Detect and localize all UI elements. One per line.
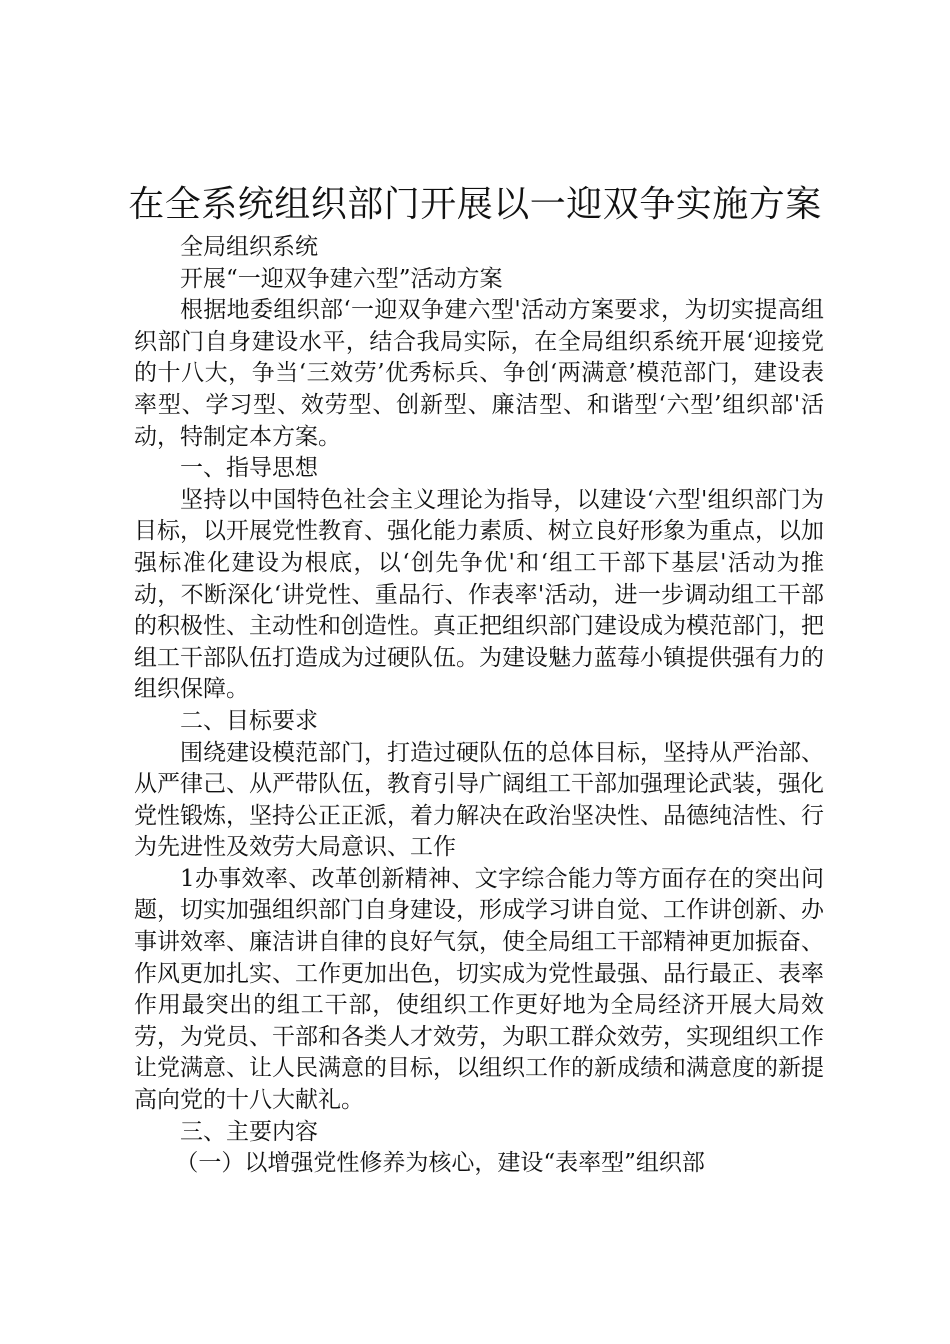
paragraph-goals-continued: 1办事效率、改革创新精神、文字综合能力等方面存在的突出问题，切实加强组织部门自身建设，形成学习讲自觉、工作讲创新、办事讲效率、廉洁讲自律的良好气氛，使全局组工干部精神更加振奋、作风更加扎实、工作更加出色，切实成为党性最强、品行最正、表率作用最突出的组工干部，使组织工作更好地为全局经济开展大局效劳，为党员、干部和各类人才效劳，为职工群众效劳，实现组织工作让党满意、让人民满意的目标，以组织工作的新成绩和满意度的新提高向党的十八大献礼。 <box>134 865 824 1114</box>
document-title: 在全系统组织部门开展以一迎双争实施方案 <box>128 184 822 225</box>
subsection-heading-1: （一）以增强党性修养为核心，建设“表率型”组织部 <box>175 1150 705 1177</box>
paragraph-goals: 围绕建设模范部门，打造过硬队伍的总体目标，坚持从严治部、从严律己、从严带队伍，教育引导广阔组工干部加强理论武装，强化党性锻炼，坚持公正正派，着力解决在政治坚决性、品德纯洁性、行为先进性及效劳大局意识、工作 <box>134 739 824 861</box>
document-body <box>134 232 824 1180</box>
section-heading-guiding-ideology: 一、指导思想 <box>180 455 318 482</box>
paragraph-recipient: 全局组织系统 <box>180 234 318 260</box>
paragraph-guiding-ideology: 坚持以中国特色社会主义理论为指导，以建设‘六型'组织部门为目标，以开展党性教育、强化能力素质、树立良好形象为重点，以加强标准化建设为根底，以‘创先争优'和‘组工干部下基层'活动为推动，不断深化‘讲党性、重品行、作表率'活动，进一步调动组工干部的积极性、主动性和创造性。真正把组织部门建设成为模范部门，把组工干部队伍打造成为过硬队伍。为建设魅力蓝莓小镇提供强有力的组织保障。 <box>134 486 824 703</box>
paragraph-subtitle: 开展“一迎双争建六型”活动方案 <box>180 265 503 292</box>
section-heading-goals: 二、目标要求 <box>180 707 318 734</box>
section-heading-main-content: 三、主要内容 <box>180 1118 318 1145</box>
paragraph-intro: 根据地委组织部‘一迎双争建六型'活动方案要求，为切实提高组织部门自身建设水平，结合我局实际，在全局组织系统开展‘迎接党的十八大，争当‘三效劳’优秀标兵、争创‘两满意’模范部门，建设表率型、学习型、效劳型、创新型、廉洁型、和谐型‘六型’组织部'活动，特制定本方案。 <box>134 297 824 450</box>
